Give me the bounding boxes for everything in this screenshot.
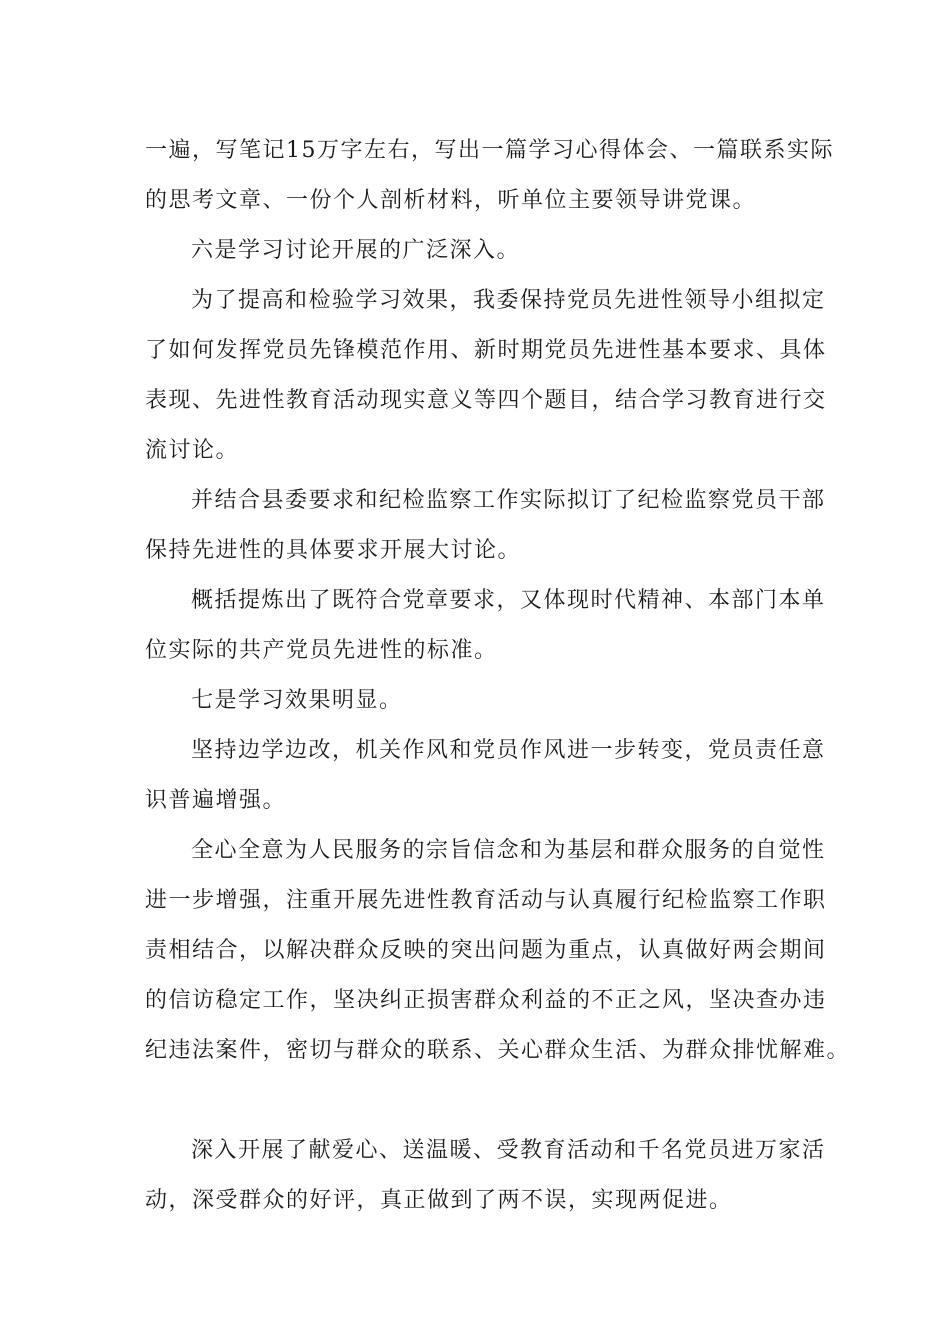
text-line: 了如何发挥党员先锋模范作用、新时期党员先进性基本要求、具体 bbox=[145, 338, 827, 363]
text-line: 进一步增强，注重开展先进性教育活动与认真履行纪检监察工作职 bbox=[145, 888, 827, 913]
text-line: 并结合县委要求和纪检监察工作实际拟订了纪检监察党员干部 bbox=[191, 488, 826, 513]
text-line: 坚持边学边改，机关作风和党员作风进一步转变，党员责任意 bbox=[191, 738, 826, 763]
text-line: 动，深受群众的好评，真正做到了两不误，实现两促进。 bbox=[145, 1188, 733, 1213]
text-line: 为了提高和检验学习效果，我委保持党员先进性领导小组拟定 bbox=[191, 288, 826, 313]
paragraph-heading: 六是学习讨论开展的广泛深入。 bbox=[191, 238, 521, 263]
text-line: 流讨论。 bbox=[145, 438, 240, 463]
paragraph-heading: 七是学习效果明显。 bbox=[191, 688, 403, 713]
text-line: 全心全意为人民服务的宗旨信念和为基层和群众服务的自觉性 bbox=[191, 838, 826, 863]
text-line: 纪违法案件，密切与群众的联系、关心群众生活、为群众排忧解难。 bbox=[145, 1038, 851, 1063]
text-line: 概括提炼出了既符合党章要求，又体现时代精神、本部门本单 bbox=[191, 588, 826, 613]
text-line: 位实际的共产党员先进性的标准。 bbox=[145, 638, 498, 663]
text-line: 的思考文章、一份个人剖析材料，听单位主要领导讲党课。 bbox=[145, 188, 757, 213]
text-line: 深入开展了献爱心、送温暖、受教育活动和千名党员进万家活 bbox=[191, 1138, 826, 1163]
text-line: 一遍，写笔记15万字左右，写出一篇学习心得体会、一篇联系实际 bbox=[145, 138, 834, 163]
text-line: 识普遍增强。 bbox=[145, 788, 287, 813]
text-line: 责相结合，以解决群众反映的突出问题为重点，认真做好两会期间 bbox=[145, 938, 827, 963]
text-line: 保持先进性的具体要求开展大讨论。 bbox=[145, 538, 522, 563]
text-line: 表现、先进性教育活动现实意义等四个题目，结合学习教育进行交 bbox=[145, 388, 827, 413]
text-line: 的信访稳定工作，坚决纠正损害群众利益的不正之风，坚决查办违 bbox=[145, 988, 827, 1013]
